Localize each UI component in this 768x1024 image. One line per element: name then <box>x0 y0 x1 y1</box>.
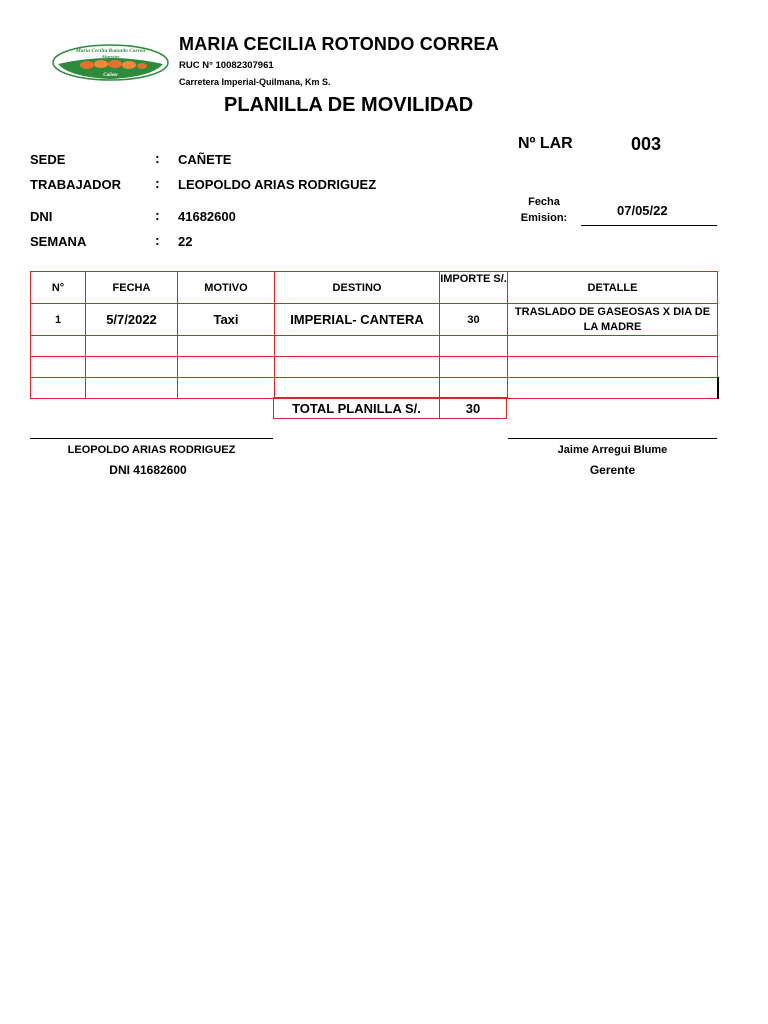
table-row <box>31 304 718 336</box>
ruc-number: RUC N° 10082307961 <box>179 60 274 71</box>
svg-text:Cañete: Cañete <box>103 73 118 78</box>
header-motivo: MOTIVO <box>178 272 275 304</box>
svg-text:Maria Cecilia Rotondo Correa: Maria Cecilia Rotondo Correa <box>75 48 146 54</box>
semana-label: SEMANA <box>30 234 87 249</box>
total-row <box>273 397 507 419</box>
svg-text:Abarrotes: Abarrotes <box>101 54 120 59</box>
dni-label: DNI <box>30 209 53 224</box>
sede-value: CAÑETE <box>178 152 232 167</box>
dni-value: 41682600 <box>178 209 236 224</box>
fecha-underline <box>581 225 717 226</box>
company-name: MARIA CECILIA ROTONDO CORREA <box>179 34 499 54</box>
movilidad-table <box>30 271 719 399</box>
cell-detalle: TRASLADO DE GASEOSAS X DIA DE LA MADRE <box>508 304 718 336</box>
company-address: Carretera Imperial-Quilmana, Km S. <box>179 77 331 87</box>
fecha-emision-value: 07/05/22 <box>617 203 668 218</box>
company-logo <box>52 44 169 81</box>
signature-left-dni: DNI 41682600 <box>109 463 187 477</box>
header-n: N° <box>31 272 86 304</box>
signature-line-left <box>30 438 273 439</box>
trabajador-value: LEOPOLDO ARIAS RODRIGUEZ <box>178 177 377 192</box>
signature-left-name: LEOPOLDO ARIAS RODRIGUEZ <box>67 444 236 456</box>
sede-colon: : <box>155 150 160 166</box>
header-destino: DESTINO <box>275 272 440 304</box>
fecha-emision-label: Fecha Emision: <box>520 196 568 224</box>
semana-colon: : <box>155 232 160 248</box>
cell-motivo: Taxi <box>178 304 275 336</box>
signature-right-name: Jaime Arregui Blume <box>557 444 668 456</box>
header-fecha: FECHA <box>86 272 178 304</box>
header-detalle: DETALLE <box>508 272 718 304</box>
lar-label: Nº LAR <box>518 135 573 152</box>
sede-label: SEDE <box>30 152 66 167</box>
table-header-row <box>31 272 718 304</box>
table-row-empty <box>31 378 718 399</box>
cell-n: 1 <box>31 304 86 336</box>
cell-destino: IMPERIAL- CANTERA <box>275 304 440 336</box>
cell-fecha: 5/7/2022 <box>86 304 178 336</box>
cell-importe: 30 <box>440 304 508 336</box>
semana-value: 22 <box>178 234 193 249</box>
signature-right-role: Gerente <box>589 463 636 477</box>
document-title: PLANILLA DE MOVILIDAD <box>224 94 474 116</box>
header-importe: IMPORTE S/. <box>440 272 508 304</box>
trabajador-colon: : <box>155 175 160 191</box>
lar-value: 003 <box>631 134 662 154</box>
trabajador-label: TRABAJADOR <box>30 177 121 192</box>
total-label: TOTAL PLANILLA S/. <box>274 398 440 419</box>
total-value: 30 <box>440 398 507 419</box>
signature-line-right <box>508 438 717 439</box>
dni-colon: : <box>155 207 160 223</box>
table-row-empty <box>31 336 718 357</box>
table-row-empty <box>31 357 718 378</box>
